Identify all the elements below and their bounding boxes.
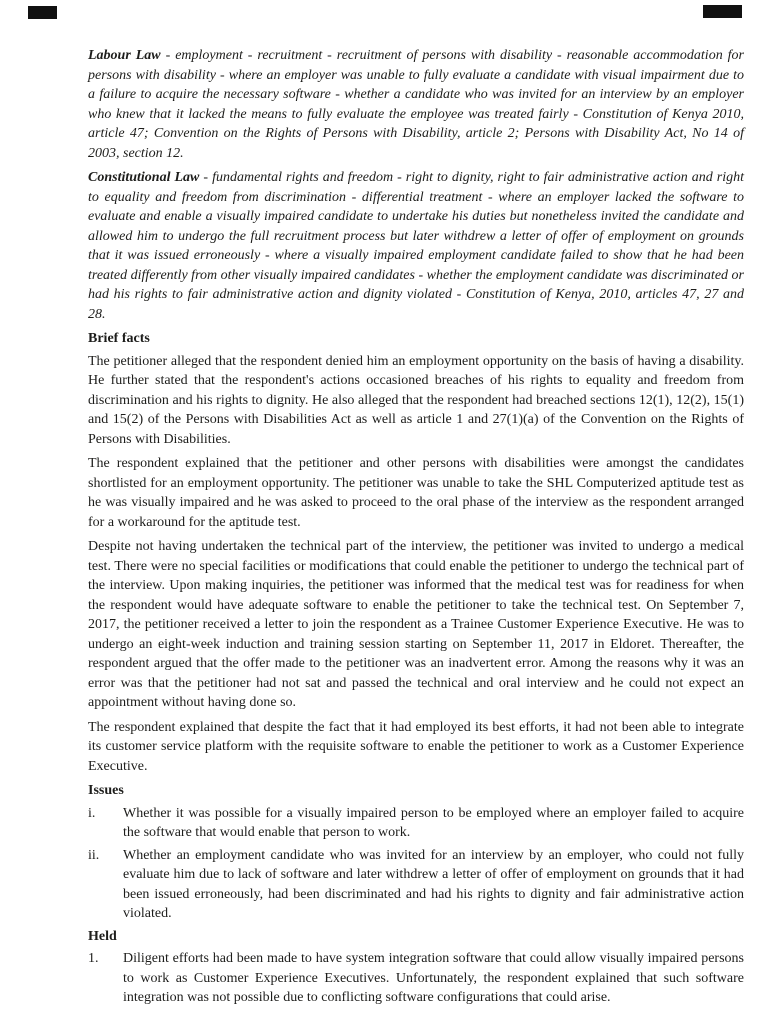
- item-text: Diligent efforts had been made to have system integration software that could allow visually impaired persons to work as Customer Experience Executives. Unfortunately, the respondent explained that such software integration was not possible due to conflicting software configurations that could arise.: [123, 951, 744, 1005]
- catchwords-labour-law: [88, 46, 744, 163]
- heading-brief-facts: Brief facts: [88, 331, 150, 346]
- heading-issues: Issues: [88, 783, 124, 798]
- redaction-mark-left: [28, 6, 57, 19]
- catchwords-constitutional-law: [88, 168, 744, 324]
- catchword-text: - fundamental rights and freedom - right to dignity, right to fair administrative action and right to equality and freedom from discrimination - differential treatment - where an employer lacked the software to evaluate and enable a visually impaired candidate to undertake his duties but nonetheless invited the candidate and allowed him to undergo the full recruitment process but later withdrew a letter of offer of employment on grounds that it was issued erroneously - where a visually impaired employment candidate failed to show that he had been treated differently from other visually impaired candidates - whether the employment candidate was discriminated or had his rights to fair administrative action and dignity violated - Constitution of Kenya, 2010, articles 47, 27 and 28.: [88, 170, 745, 322]
- page-content: [88, 46, 744, 1011]
- heading-held: Held: [88, 928, 117, 944]
- redaction-mark-right: [703, 5, 742, 18]
- held-item-1: [88, 949, 744, 1008]
- brief-facts-paragraph-1: The petitioner alleged that the respondent denied him an employment opportunity on the basis of having a disability. He further stated that the respondent's actions occasioned breaches of his rights to equality and freedom from discrimination and his rights to dignity. He also alleged that the respondent had breached sections 12(1), 12(2), 15(1) and 15(2) of the Persons with Disabilities Act as well as article 1 and 27(1)(a) of the Convention on the Rights of Persons with Disabilities.: [88, 353, 744, 447]
- issue-item-2: [88, 846, 744, 924]
- item-marker: ii.: [88, 847, 100, 863]
- catchword-term: Constitutional Law: [88, 170, 200, 185]
- catchword-text: - employment - recruitment - recruitment of persons with disability - reasonable accommodation for persons with disability - where an employer was unable to fully evaluate a candidate with visual impairment due to a failure to acquire the necessary software - whether a candidate who was invited for an interview by an employer who knew that it lacked the means to fully evaluate the employee was treated fairly - Constitution of Kenya 2010, article 47; Convention on the Rights of Persons with Disability, article 2; Persons with Disability Act, No 14 of 2003, section 12.: [88, 48, 744, 161]
- item-marker: 1.: [88, 951, 99, 966]
- item-marker: i.: [88, 805, 96, 821]
- item-text: Whether it was possible for a visually impaired person to be employed where an employer failed to acquire the software that would enable that person to work.: [123, 805, 744, 840]
- brief-facts-paragraph-3: Despite not having undertaken the technical part of the interview, the petitioner was invited to undergo a medical test. There were no special facilities or modifications that could enable the petitioner to undergo the technical part of the interview. Upon making inquiries, the petitioner was informed that the medical test was for readiness for when the respondent would have adequate software to enable the petitioner to take the technical test. On September 7, 2017, the petitioner received a letter to join the respondent as a Trainee Customer Experience Executive. He was to undergo an eight-week induction and training session starting on September 11, 2017 in Eldoret. Thereafter, the respondent argued that the offer made to the petitioner was an inadvertent error. Among the reasons why it was an error was that the petitioner had not sat and passed the technical and oral interview and he could not expect an appointment without having done so.: [88, 539, 744, 710]
- catchword-term: Labour Law: [88, 48, 161, 63]
- item-text: Whether an employment candidate who was invited for an interview by an employer, who could not fully evaluate him due to lack of software and later withdrew a letter of offer of employment on grounds that it had been issued erroneously, had been discriminated and had his rights to dignity and fair administrative action violated.: [123, 847, 744, 921]
- brief-facts-paragraph-4: The respondent explained that despite the fact that it had employed its best efforts, it had not been able to integrate its customer service platform with the requisite software to enable the petitioner to work as a Customer Experience Executive.: [88, 719, 744, 774]
- brief-facts-paragraph-2: The respondent explained that the petitioner and other persons with disabilities were amongst the candidates shortlisted for an employment opportunity. The petitioner was unable to take the SHL Computerized aptitude test as he was visually impaired and he was asked to proceed to the oral phase of the interview as the respondent arranged for a workaround for the aptitude test.: [88, 456, 744, 530]
- issue-item-1: [88, 804, 744, 843]
